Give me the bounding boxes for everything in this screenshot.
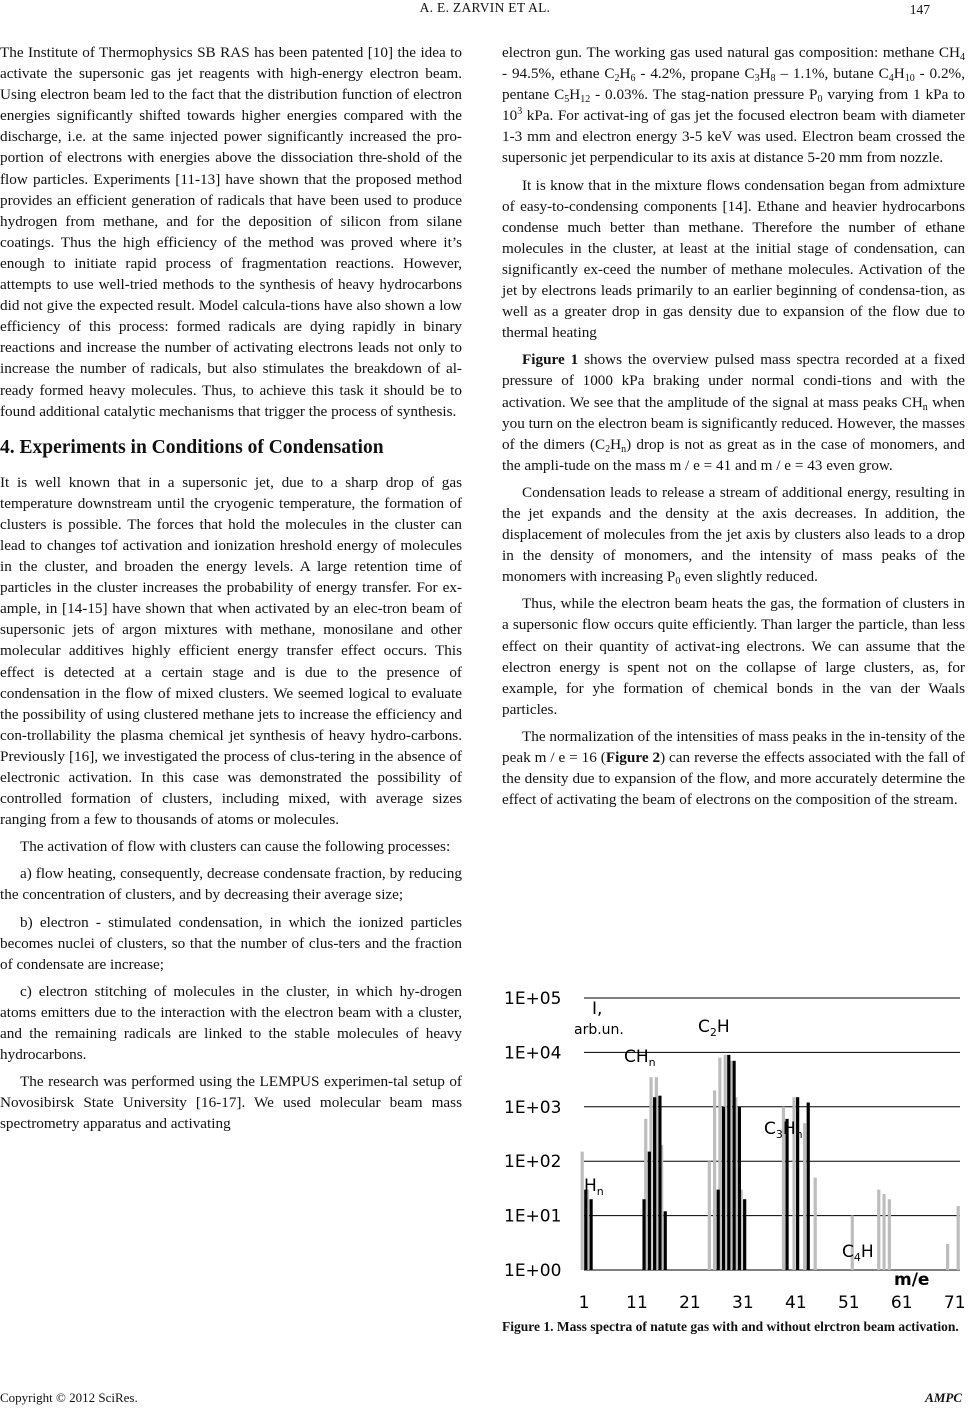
bar-light <box>803 1123 806 1270</box>
journal-name: AMPC <box>925 1390 962 1405</box>
y-tick-label: 1E+02 <box>504 1152 562 1173</box>
bar-dark <box>717 1190 720 1270</box>
y-tick-label: 1E+04 <box>504 1043 562 1064</box>
bar-dark <box>732 1061 735 1270</box>
y-tick-label: 1E+00 <box>504 1261 562 1281</box>
bar-light <box>888 1199 891 1270</box>
bar-dark <box>658 1096 661 1270</box>
right-column <box>502 42 965 816</box>
figure-caption: Figure 1. Mass spectra of natute gas with and without elrctron beam activation. <box>502 1319 959 1334</box>
annotation-c2h: $C_2H$ <box>698 1017 730 1039</box>
y-tick-label: 1E+05 <box>504 990 562 1009</box>
section-heading: 4. Experiments in Conditions of Condensation <box>0 436 384 458</box>
paragraph: It is well known that in a supersonic jet, due to a sharp drop of gas temperature downstream until the cryogenic temperature, the formation of clusters is possible. The forces that hold the molecules in the cluster can lead to changes tof activation and ionization hreshold energy of molecules in the cluster, and broaden the energy levels. A large retention time of particles in the cluster increases the probability of energy transfer. For ex-ample, in [14-15] have shown that when activated by an elec-tron beam of supersonic jets of argon mixtures with methane, monosilane and other molecular additives highly efficient energy transfer effect occurs. This effect is detected at a certain stage and is due to the presence of condensation in the flow of mixed clusters. We seemed logical to evaluate the possibility of using clustered methane jets to increase the efficiency and con-trollability the plasma chemical jet synthesis of heavy hydro-carbons. Previously [16], we investigated the process of clus-tering in the absence of electronic activation. In this case was demonstrated the possibility of controlled formation of clusters, including mixed, with average sizes ranging from a few to thousands of atoms or molecules. <box>0 473 462 829</box>
x-tick-labels <box>579 1293 966 1313</box>
bar-dark <box>642 1199 645 1270</box>
bar-light <box>708 1161 711 1270</box>
x-tick-label: 1 <box>578 1293 590 1313</box>
figure-reference: Figure 1 <box>522 351 579 369</box>
bar-dark <box>807 1102 810 1270</box>
y-tick-labels <box>504 990 561 1281</box>
annotation-h-n: $H_n$ <box>584 1176 604 1198</box>
bar-dark <box>584 1190 587 1270</box>
x-tick-label: 71 <box>943 1293 966 1313</box>
x-tick-label: 31 <box>732 1293 754 1313</box>
page-header <box>0 0 970 24</box>
annotation-c4h: $C_4H$ <box>842 1242 874 1264</box>
bar-dark <box>738 1107 741 1270</box>
y-tick-label: 1E+03 <box>504 1097 562 1118</box>
paragraph: electron gun. The working gas used natural gas composition: methane $CH_4 - 94.5\%$, ethane $C_2H_6 - 4.2\%$, propane $C_3H_8 - 1.1\%$, butane $C_4H_{10} - 0.2\%$, pentane $C_5H_{12} - 0.03\%$. The stag-nation pressure $P_0$ varying from 1 kPa to $10^3$ kPa. For activat-ing of gas jet the focused electron beam with diameter 1-3 mm and electron energy 3-5 keV was used. Electron beam crossed the supersonic jet perpendicular to its axis at distance 5-20 mm from nozzle. <box>502 44 966 167</box>
x-tick-label: 21 <box>679 1293 701 1313</box>
mass-spectra-chart <box>502 990 970 1320</box>
bar-dark <box>648 1152 651 1270</box>
paragraph: The activation of flow with clusters can cause the following processes: <box>20 838 451 856</box>
x-tick-label: 61 <box>890 1293 913 1313</box>
paragraph: The research was performed using the LEMPUS experimen-tal setup of Novosibirsk State University [16-17]. We used molecular beam mass spectrometry apparatus and activating <box>0 1073 462 1133</box>
annotation-ch-n: $CH_n$ <box>624 1047 656 1069</box>
bar-dark <box>727 1055 730 1270</box>
bar-light <box>581 1152 584 1270</box>
bar-light <box>882 1194 885 1270</box>
y-axis-label: I, <box>592 999 603 1019</box>
paragraph: The normalization of the intensities of mass peaks in the in-tensity of the peak m / e = 16 (Figure 2) can reverse the effects associated with the fall of the density due to expansion of the flow, and more accurately determine the effect of activating the beam of electrons on the composition of the stream. <box>502 727 965 809</box>
paragraph: Condensation leads to release a stream of additional energy, resulting in the jet expands and the density at the axis decreases. In addition, the displacement of molecules from the jet axis by clusters also leads to a drop in the density of monomers, and the intensity of mass peaks of the monomers with increasing $P_0$ even slightly reduced. <box>502 483 965 588</box>
paragraph: It is know that in the mixture flows condensation began from admixture of easy-to-condensing components [14]. Ethane and heavier hydrocarbons condense much better than methane. Therefore the number of ethane molecules in the cluster, at least at the initial stage of condensation, can significantly ex-ceed the number of methane molecules. Activation of the jet by electrons leads primarily to an earlier beginning of condensa-tion, as well as a greater drop in gas density due to expansion of the flow due to thermal heating <box>502 176 965 342</box>
left-column <box>0 42 462 1141</box>
paragraph: Figure 1 shows the overview pulsed mass spectra recorded at a fixed pressure of 1000 kPa braking under normal condi-tions and with the activation. We see that the amplitude of the signal at mass peaks $CH_n$ when you turn on the electron beam is significantly reduced. However, the masses of the dimers $(C_2H_n)$ drop is not as great as in the case of monomers, and the ampli-tude on the mass m / e = 41 and m / e = 43 even grow. <box>502 351 965 474</box>
bar-dark <box>653 1097 656 1270</box>
bar-dark <box>589 1199 592 1270</box>
bar-dark <box>722 1107 725 1270</box>
annotation-c3h: $C_3H_n$ <box>764 1119 803 1141</box>
bar-dark <box>785 1119 788 1270</box>
paragraph: Thus, while the electron beam heats the gas, the formation of clusters in a supersonic flow occurs quite efficiently. Than larger the particle, than less effect on their quantity of activat-ing electrons. We can assume that the electron energy is spent not on the collapse of large clusters, as, for example, for yhe formation of chemical bonds in the van der Waals particles. <box>502 595 965 718</box>
bar-dark <box>664 1211 667 1270</box>
bar-dark <box>796 1097 799 1270</box>
bar-light <box>957 1206 960 1270</box>
x-tick-label: 11 <box>626 1293 648 1313</box>
x-tick-label: 51 <box>837 1293 860 1313</box>
bar-light <box>713 1090 716 1270</box>
x-tick-label: 41 <box>785 1293 807 1313</box>
figure-reference: Figure 2 <box>605 749 661 766</box>
bar-light <box>877 1190 880 1270</box>
list-item: a) flow heating, consequently, decrease condensate fraction, by reducing the concentration of clusters, and by decreasing their average size; <box>0 865 462 904</box>
chart-bars <box>581 1055 960 1270</box>
bar-dark <box>743 1199 746 1270</box>
y-axis-unit: arb.un. <box>574 1022 624 1038</box>
bar-light <box>946 1244 949 1270</box>
x-axis-label: m/e <box>894 1270 930 1290</box>
bar-light <box>814 1178 817 1270</box>
copyright: Copyright © 2012 SciRes. <box>0 1390 138 1405</box>
running-title: A. E. ZARVIN ET AL. <box>419 0 551 15</box>
paragraph: The Institute of Thermophysics SB RAS has been patented [10] the idea to activate the supersonic gas jet reagents with high-energy electron beam. Using electron beam led to the fact that the distribution function of electron energies significantly shifted towards higher energies compared with the discharge, i.e. at the same injected power significantly increased the pro-portion of electrons with energies above the dissociation thre-shold of the flow particles. Experiments [11-13] have shown that the proposed method provides an efficient generation of radicals that have been used to produce hydrogen from methane, and for the deposition of silicon from silane coatings. Thus the high efficiency of the method was proved where it’s enough to initiate rapid process of fragmentation reactions. However, attempts to use well-tried methods to the synthesis of heavy hydrocarbons did not give the expected result. Model calcula-tions have also shown a low efficiency of this process: formed radicals are dying rapidly in binary reactions and increase the number of activating electrons leads not only to increase the number of radicals, but also stimulates the breakdown of al-ready formed heavy molecules. Thus, to achieve this task it should be to found additional catalytic mechanisms that trigger the process of synthesis. <box>0 44 462 420</box>
page-number: 147 <box>909 2 930 17</box>
list-item: c) electron stitching of molecules in the cluster, in which hy-drogen atoms emitters due to the interaction with the electron beam with a cluster, and the remaining radicals are linked to the stable molecules of heavy hydrocarbons. <box>0 982 462 1064</box>
list-item: b) electron - stimulated condensation, in which the ionized particles becomes nuclei of clusters, so that the number of clus-ters and the fraction of condensate are increase; <box>0 913 462 973</box>
figure-mass-spectra <box>502 990 970 1320</box>
y-tick-label: 1E+01 <box>504 1206 562 1227</box>
